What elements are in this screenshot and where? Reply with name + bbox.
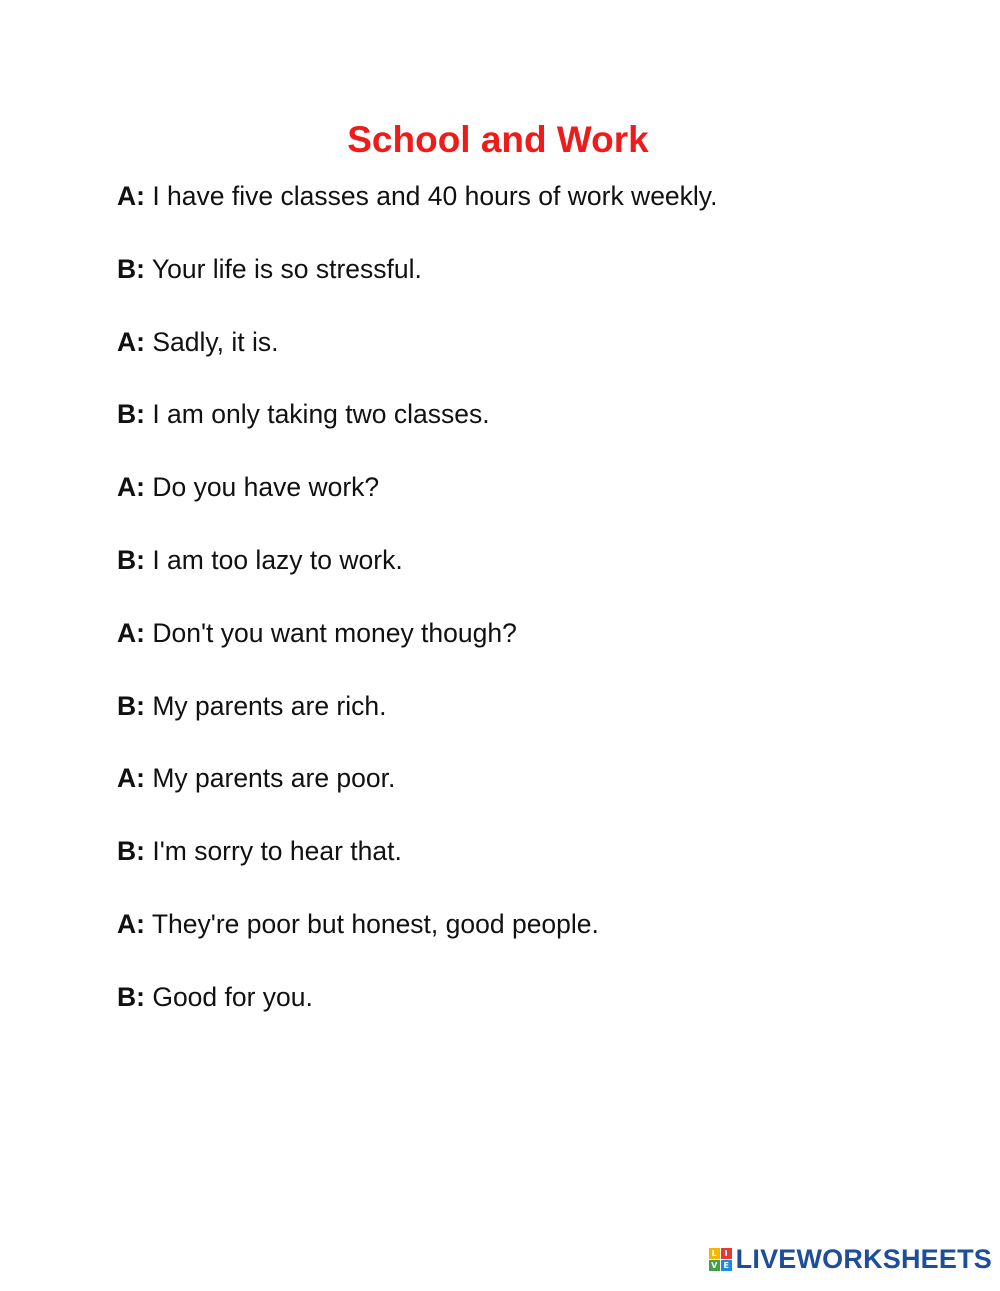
- dialogue-line: [117, 686, 977, 759]
- line-text: I am too lazy to work.: [144, 544, 403, 575]
- dialogue-line: [117, 758, 977, 831]
- dialogue-line: [117, 249, 977, 322]
- dialogue-list: [117, 176, 977, 1050]
- line-text: Sadly, it is.: [144, 326, 279, 357]
- speaker-label: A:: [117, 181, 145, 211]
- page-title: School and Work: [347, 119, 649, 160]
- logo-badge-cell: V: [709, 1260, 720, 1271]
- line-text: I have five classes and 40 hours of work weekly.: [144, 181, 718, 211]
- speaker-label: B:: [117, 690, 145, 721]
- dialogue-line: [117, 394, 977, 467]
- logo-badge-cell: I: [721, 1248, 732, 1259]
- logo-text: LIVEWORKSHEETS: [735, 1244, 992, 1274]
- speaker-label: B:: [117, 253, 145, 284]
- speaker-label: A:: [117, 326, 145, 357]
- logo-badge-cell: L: [709, 1248, 720, 1259]
- speaker-label: A:: [117, 472, 145, 503]
- speaker-label: A:: [117, 617, 145, 648]
- dialogue-line: [117, 176, 977, 249]
- dialogue-line: [117, 540, 977, 613]
- logo-badge-cell: E: [721, 1260, 732, 1271]
- speaker-label: B:: [117, 836, 145, 867]
- line-text: Don't you want money though?: [144, 617, 517, 648]
- dialogue-line: [117, 831, 977, 904]
- liveworksheets-logo[interactable]: [709, 1244, 992, 1275]
- speaker-label: A:: [117, 908, 145, 939]
- speaker-label: B:: [117, 544, 145, 575]
- logo-badge-icon: [709, 1248, 732, 1271]
- speaker-label: B:: [117, 399, 145, 430]
- dialogue-line: [117, 613, 977, 686]
- dialogue-line: [117, 467, 977, 540]
- dialogue-line: [117, 322, 977, 395]
- speaker-label: B:: [117, 981, 145, 1012]
- line-text: I'm sorry to hear that.: [144, 836, 402, 867]
- dialogue-line: [117, 904, 977, 977]
- line-text: They're poor but honest, good people.: [144, 908, 599, 939]
- dialogue-line: [117, 977, 977, 1050]
- line-text: I am only taking two classes.: [144, 399, 490, 430]
- line-text: My parents are poor.: [144, 763, 396, 794]
- line-text: Do you have work?: [144, 472, 380, 503]
- line-text: Good for you.: [144, 981, 313, 1012]
- line-text: My parents are rich.: [144, 690, 387, 721]
- line-text: Your life is so stressful.: [144, 253, 422, 284]
- speaker-label: A:: [117, 763, 145, 794]
